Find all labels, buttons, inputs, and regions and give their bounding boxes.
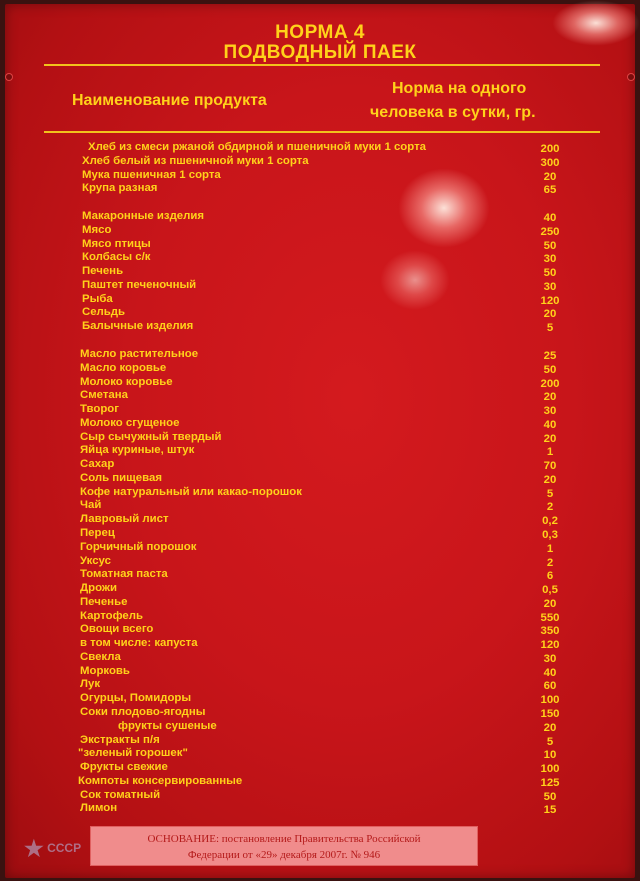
norm-value: 0,5: [542, 584, 558, 597]
product-name: Соки плодово-ягодны: [80, 706, 206, 719]
product-name: Кофе натуральный или какао-порошок: [80, 485, 302, 498]
norm-value: 30: [543, 405, 557, 418]
basis-footnote: [90, 826, 478, 866]
norm-value: 1: [546, 446, 554, 459]
norm-value: 1: [546, 542, 554, 555]
column-product-header: Наименование продукта: [72, 92, 267, 109]
norm-value: 350: [540, 625, 560, 638]
product-name: Компоты консервированные: [78, 774, 243, 787]
product-name: Крупа разная: [82, 182, 158, 195]
norm-value: 150: [540, 708, 560, 721]
product-name: Колбасы с/к: [82, 251, 151, 264]
norm-value: 200: [540, 143, 560, 155]
product-name: Балычные изделия: [82, 320, 194, 332]
product-name: Яйца куриные, штук: [80, 444, 195, 457]
star-icon: ★: [24, 836, 44, 861]
logo-text: СССР: [47, 841, 82, 856]
screw-right: [628, 74, 634, 80]
product-name: Сметана: [80, 389, 128, 402]
product-name: Овощи всего: [80, 623, 154, 636]
norm-value: 5: [546, 322, 554, 334]
product-name: Мясо: [82, 223, 112, 236]
norm-value: 5: [546, 487, 554, 500]
norm-value: 70: [543, 460, 557, 473]
norm-value: 125: [540, 776, 560, 789]
header-top-rule: [44, 64, 600, 66]
norm-value: 20: [543, 597, 557, 610]
product-name: Горчичный порошок: [80, 540, 197, 553]
norm-value: 250: [540, 225, 560, 238]
product-name: Огурцы, Помидоры: [80, 692, 192, 705]
product-name: "зеленый горошек": [78, 747, 188, 760]
norm-value: 20: [543, 170, 557, 183]
norm-value: 40: [543, 666, 557, 679]
norm-value: 20: [543, 391, 557, 404]
product-name: Сыр сычужный твердый: [80, 430, 222, 443]
product-name: Молоко сгущеное: [80, 416, 180, 429]
norm-value: 2: [546, 501, 554, 514]
norm-value: 40: [543, 212, 557, 224]
norm-value: 5: [546, 735, 554, 748]
product-name: Перец: [80, 527, 115, 539]
product-name: Хлеб из смеси ржаной обдирной и пшеничной муки 1 сорта: [88, 141, 426, 153]
product-name: Свекла: [80, 650, 121, 663]
product-name: фрукты сушеные: [118, 719, 217, 732]
product-name: Соль пищевая: [80, 471, 162, 484]
norm-value: 40: [543, 418, 557, 431]
product-name: Сельдь: [82, 306, 126, 319]
product-name: Масло растительное: [80, 348, 199, 360]
norm-value: 300: [540, 156, 560, 169]
product-name: Морковь: [80, 664, 130, 677]
product-name: Макаронные изделия: [82, 210, 205, 222]
norm-value: 6: [546, 570, 554, 583]
product-name: Дрожи: [80, 582, 117, 595]
header-bottom-rule: [44, 131, 600, 133]
column-norm-header-line2: человека в сутки, гр.: [370, 104, 536, 121]
product-name: Фрукты свежие: [80, 761, 168, 774]
product-name: Лук: [80, 678, 101, 691]
product-name: в том числе: капуста: [80, 637, 198, 650]
norm-value: 50: [543, 790, 557, 803]
product-name: Печенье: [80, 595, 128, 608]
footnote-line1: ОСНОВАНИЕ: постановление Правительства Российской: [147, 833, 421, 845]
footnote-line2: Федерации от «29» декабря 2007г. № 946: [187, 849, 381, 861]
light-glare-mid: [380, 250, 450, 310]
light-glare-center: [398, 168, 490, 248]
product-name: Томатная паста: [80, 568, 168, 581]
norm-value: 20: [543, 473, 557, 486]
product-name: Чай: [80, 499, 102, 512]
norm-value: 200: [540, 377, 560, 390]
product-name: Печень: [82, 265, 124, 277]
product-name: Сахар: [80, 458, 115, 471]
norm-value: 550: [540, 611, 560, 624]
norm-value: 0,2: [542, 515, 558, 528]
norm-value: 100: [540, 763, 560, 776]
product-name: Мясо птицы: [82, 237, 151, 250]
norm-value: 120: [540, 294, 560, 307]
product-name: Лавровый лист: [80, 513, 169, 526]
norm-value: 10: [543, 749, 557, 762]
product-name: Экстракты п/я: [80, 733, 160, 746]
watermark-logo: [24, 836, 114, 866]
norm-value: 65: [543, 184, 557, 197]
product-name: Сок томатный: [80, 788, 161, 801]
product-name: Лимон: [80, 802, 118, 815]
product-name: Масло коровье: [80, 361, 167, 374]
norm-value: 60: [543, 680, 557, 693]
title-line2: ПОДВОДНЫЙ ПАЕК: [223, 42, 417, 63]
product-name: Мука пшеничная 1 сорта: [82, 168, 221, 181]
norm-value: 20: [543, 432, 557, 445]
norm-value: 30: [543, 652, 557, 665]
norm-value: 15: [543, 804, 557, 817]
norm-value: 20: [543, 721, 557, 734]
product-name: Творог: [80, 403, 119, 416]
norm-value: 0,3: [542, 529, 558, 541]
screw-left: [6, 74, 12, 80]
product-name: Рыба: [82, 292, 113, 305]
product-name: Уксус: [80, 554, 111, 567]
norm-value: 30: [543, 253, 557, 266]
norm-value: 2: [546, 556, 554, 569]
norm-value: 50: [543, 363, 557, 376]
norm-value: 50: [543, 239, 557, 252]
product-name: Хлеб белый из пшеничной муки 1 сорта: [82, 154, 309, 167]
norm-value: 30: [543, 280, 557, 293]
product-name: Молоко коровье: [80, 375, 173, 388]
norm-value: 25: [543, 350, 557, 362]
norm-value: 120: [540, 639, 560, 652]
column-norm-header-line1: Норма на одного: [392, 80, 527, 97]
norm-value: 20: [543, 308, 557, 321]
product-name: Картофель: [80, 609, 144, 622]
norm-value: 100: [540, 694, 560, 707]
title-line1: НОРМА 4: [275, 22, 365, 43]
product-name: Паштет печеночный: [82, 278, 197, 291]
norm-value: 50: [543, 267, 557, 279]
